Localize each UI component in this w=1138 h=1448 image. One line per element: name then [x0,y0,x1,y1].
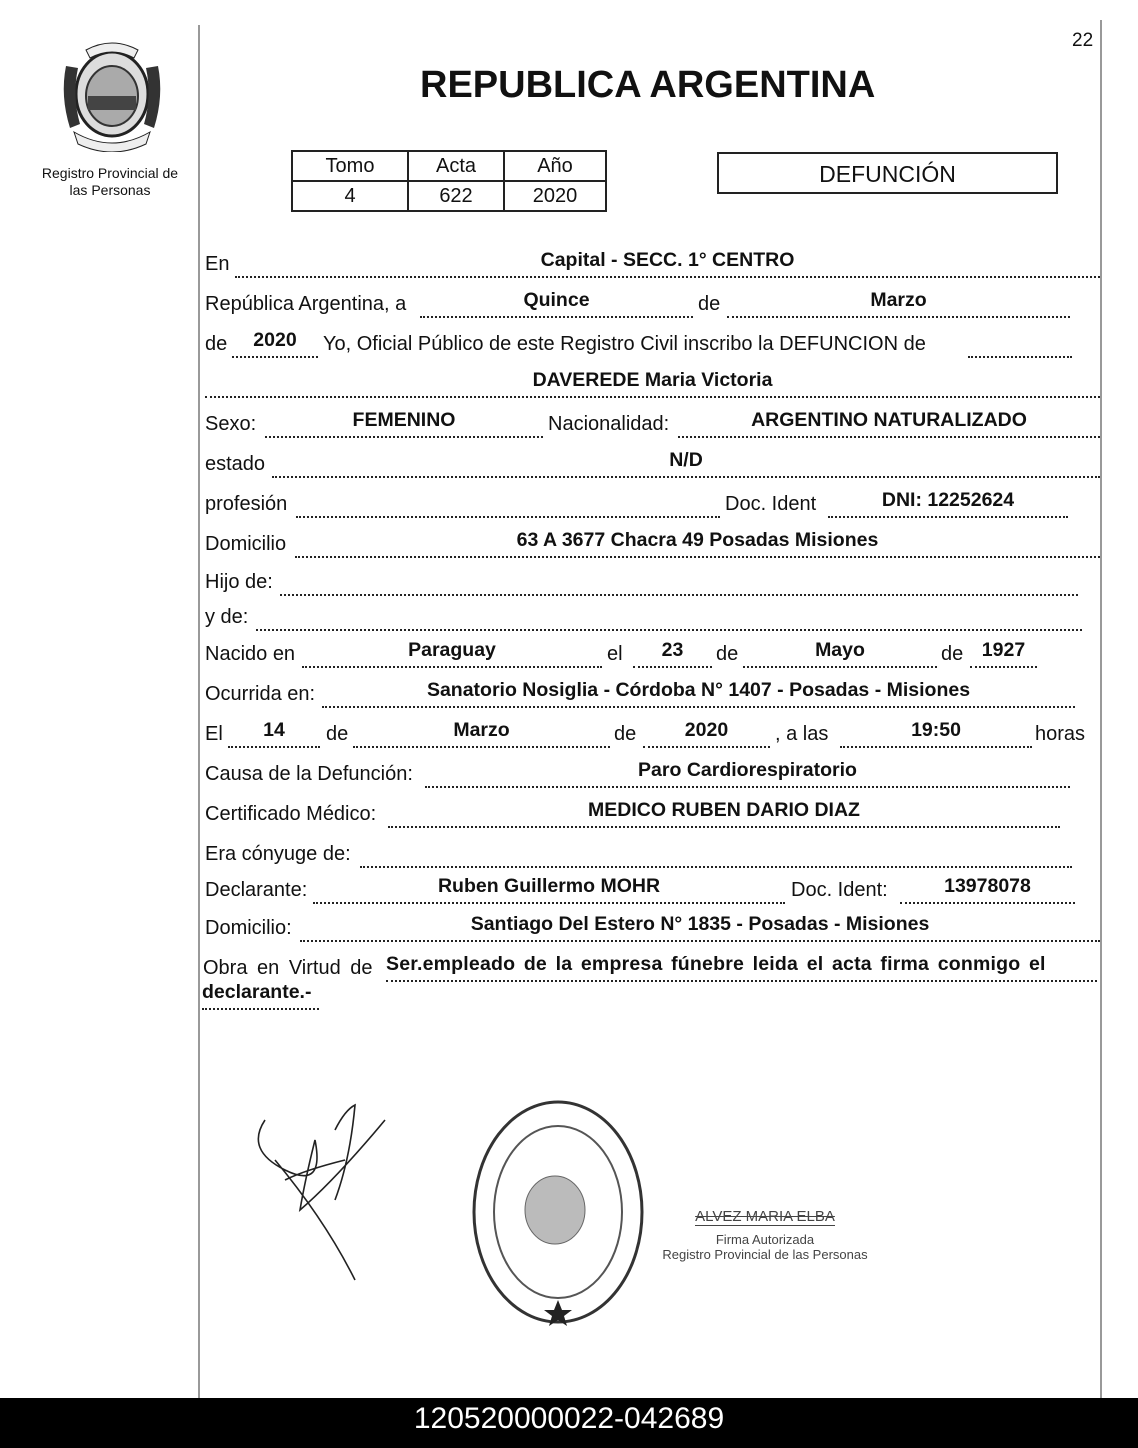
profesion-label: profesión [205,493,288,515]
value-ano: 2020 [504,181,606,211]
domicilio-label: Domicilio [205,533,287,555]
doc-ident-label: Doc. Ident [725,493,817,515]
death-time-field: 19:50 [840,718,1032,748]
certificado-field: MEDICO RUBEN DARIO DIAZ [388,798,1060,828]
de-label-2: de [716,643,739,665]
y-de-field [256,601,1082,631]
declarante-doc-label: Doc. Ident: [791,879,888,901]
page-title: REPUBLICA ARGENTINA [420,64,876,106]
birthplace-field: Paraguay [302,638,602,668]
year-label: de [205,333,228,355]
declarante-field: Ruben Guillermo MOHR [313,874,785,904]
y-de-label: y de: [205,606,249,628]
ocurrida-label: Ocurrida en: [205,683,316,705]
left-border [198,25,200,1398]
death-day-field: 14 [228,718,320,748]
nacionalidad-field: ARGENTINO NATURALIZADO [678,408,1100,438]
death-year-field: 2020 [643,718,770,748]
statement-blank [968,328,1072,358]
domicilio-field: 63 A 3677 Chacra 49 Posadas Misiones [295,528,1100,558]
de-label-5: de [614,723,637,745]
birth-year-field: 1927 [970,638,1037,668]
value-tomo: 4 [292,181,408,211]
de-label-3: de [941,643,964,665]
conyuge-label: Era cónyuge de: [205,843,351,865]
birth-month-field: Mayo [743,638,937,668]
nacido-label: Nacido en [205,643,296,665]
sexo-field: FEMENINO [265,408,543,438]
a-las-label: , a las [775,723,829,745]
official-stamp [470,1100,650,1335]
declarante-doc-field: 13978078 [900,874,1075,904]
death-month-field: Marzo [353,718,610,748]
declarante-label: Declarante: [205,879,308,901]
header-acta: Acta [408,151,504,181]
handwritten-signature [245,1100,405,1290]
obra-field-line2: declarante.- [202,980,319,1010]
registro-provincial: Registro Provincial de las Personas [662,1247,868,1262]
logo-caption-line1: Registro Provincial de [41,165,179,181]
hijo-de-label: Hijo de: [205,571,273,593]
hijo-de-field [280,566,1078,596]
year-field: 2020 [232,328,318,358]
record-table [291,150,607,212]
ocurrida-field: Sanatorio Nosiglia - Córdoba N° 1407 - Posadas - Misiones [322,678,1075,708]
barcode-number: 120520000022-042689 [413,1402,725,1435]
logo-caption-line2: las Personas [69,182,151,198]
conyuge-field [360,838,1072,868]
doc-ident-field: DNI: 12252624 [828,488,1068,518]
republica-label: República Argentina, a [205,293,407,315]
signer-name: ALVEZ MARIA ELBA [695,1208,835,1225]
estado-field: N/D [272,448,1100,478]
signature-block [650,1208,880,1262]
declarante-domicilio-label: Domicilio: [205,917,292,939]
province-seal-logo [58,36,166,152]
en-label: En [205,253,230,275]
logo-caption [20,165,200,199]
estado-label: estado [205,453,266,475]
profesion-field [296,488,720,518]
de-label-4: de [326,723,349,745]
value-acta: 622 [408,181,504,211]
certificado-label: Certificado Médico: [205,803,377,825]
firma-autorizada: Firma Autorizada [715,1232,815,1247]
barcode-number-bar [0,1398,1138,1448]
place-field: Capital - SECC. 1° CENTRO [235,248,1100,278]
nacionalidad-label: Nacionalidad: [548,413,670,435]
month-field: Marzo [727,288,1070,318]
record-type-box: DEFUNCIÓN [717,152,1058,194]
day-field: Quince [420,288,693,318]
horas-label: horas [1035,723,1086,745]
el-label-2: El [205,723,223,745]
obra-field: Ser.empleado de la empresa fúnebre leida el acta firma conmigo el [386,952,1097,982]
sexo-label: Sexo: [205,413,257,435]
birth-day-field: 23 [633,638,712,668]
right-border [1100,20,1102,1398]
header-tomo: Tomo [292,151,408,181]
declarante-domicilio-field: Santiago Del Estero N° 1835 - Posadas - Misiones [300,912,1100,942]
obra-label: Obra en Virtud de [203,957,373,979]
causa-field: Paro Cardiorespiratorio [425,758,1070,788]
header-ano: Año [504,151,606,181]
deceased-name-field: DAVEREDE Maria Victoria [205,368,1100,398]
statement-text: Yo, Oficial Público de este Registro Civil inscribo la DEFUNCION de [323,333,926,355]
page-number: 22 [1072,30,1094,51]
causa-label: Causa de la Defunción: [205,763,413,785]
de-label: de [698,293,721,315]
el-label: el [607,643,623,665]
